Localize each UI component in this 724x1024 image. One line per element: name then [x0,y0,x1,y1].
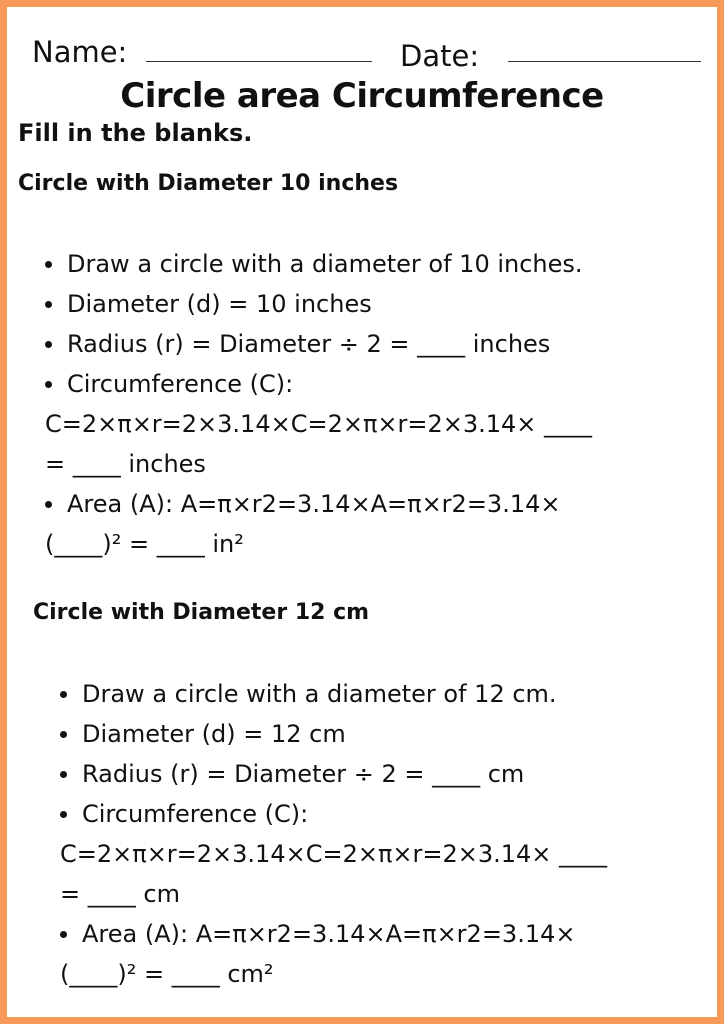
step-diameter [45,284,592,324]
date-label: Date: [400,39,480,73]
step-text: Radius (r) = Diameter ÷ 2 = ____ inches [67,330,551,358]
step-text: C=2×π×r=2×3.14×C=2×π×r=2×3.14× ____ [60,840,608,868]
step-radius [45,324,592,364]
step-text: Circumference (C): [82,800,309,828]
step-text: Diameter (d) = 12 cm [82,720,346,748]
step-circumference [60,794,607,914]
instructions: Fill in the blanks. [18,119,253,147]
worksheet-title: Circle area Circumference [120,76,604,116]
step-circumference [45,364,592,484]
step-text: = ____ cm [60,880,180,908]
name-label: Name: [32,35,128,69]
step-text: (____)² = ____ cm² [60,960,274,988]
step-radius [60,754,607,794]
date-blank-line [508,61,701,62]
step-text: C=2×π×r=2×3.14×C=2×π×r=2×3.14× ____ [45,410,593,438]
step-text: = ____ inches [45,450,206,478]
step-text: Radius (r) = Diameter ÷ 2 = ____ cm [82,760,525,788]
name-blank-line [146,61,372,62]
step-draw [45,244,592,284]
section-heading: Circle with Diameter 12 cm [33,600,370,625]
step-text: (____)² = ____ in² [45,530,244,558]
step-text: Area (A): A=π×r2=3.14×A=π×r2=3.14× [67,490,561,518]
section-heading: Circle with Diameter 10 inches [18,171,399,196]
step-text: Area (A): A=π×r2=3.14×A=π×r2=3.14× [82,920,576,948]
section-steps [45,244,592,564]
step-text: Diameter (d) = 10 inches [67,290,372,318]
step-text: Draw a circle with a diameter of 12 cm. [82,680,557,708]
step-diameter [60,714,607,754]
step-area [45,484,592,564]
step-area [60,914,607,994]
step-text: Draw a circle with a diameter of 10 inches. [67,250,583,278]
step-draw [60,674,607,714]
step-text: Circumference (C): [67,370,294,398]
section-steps [60,674,607,994]
